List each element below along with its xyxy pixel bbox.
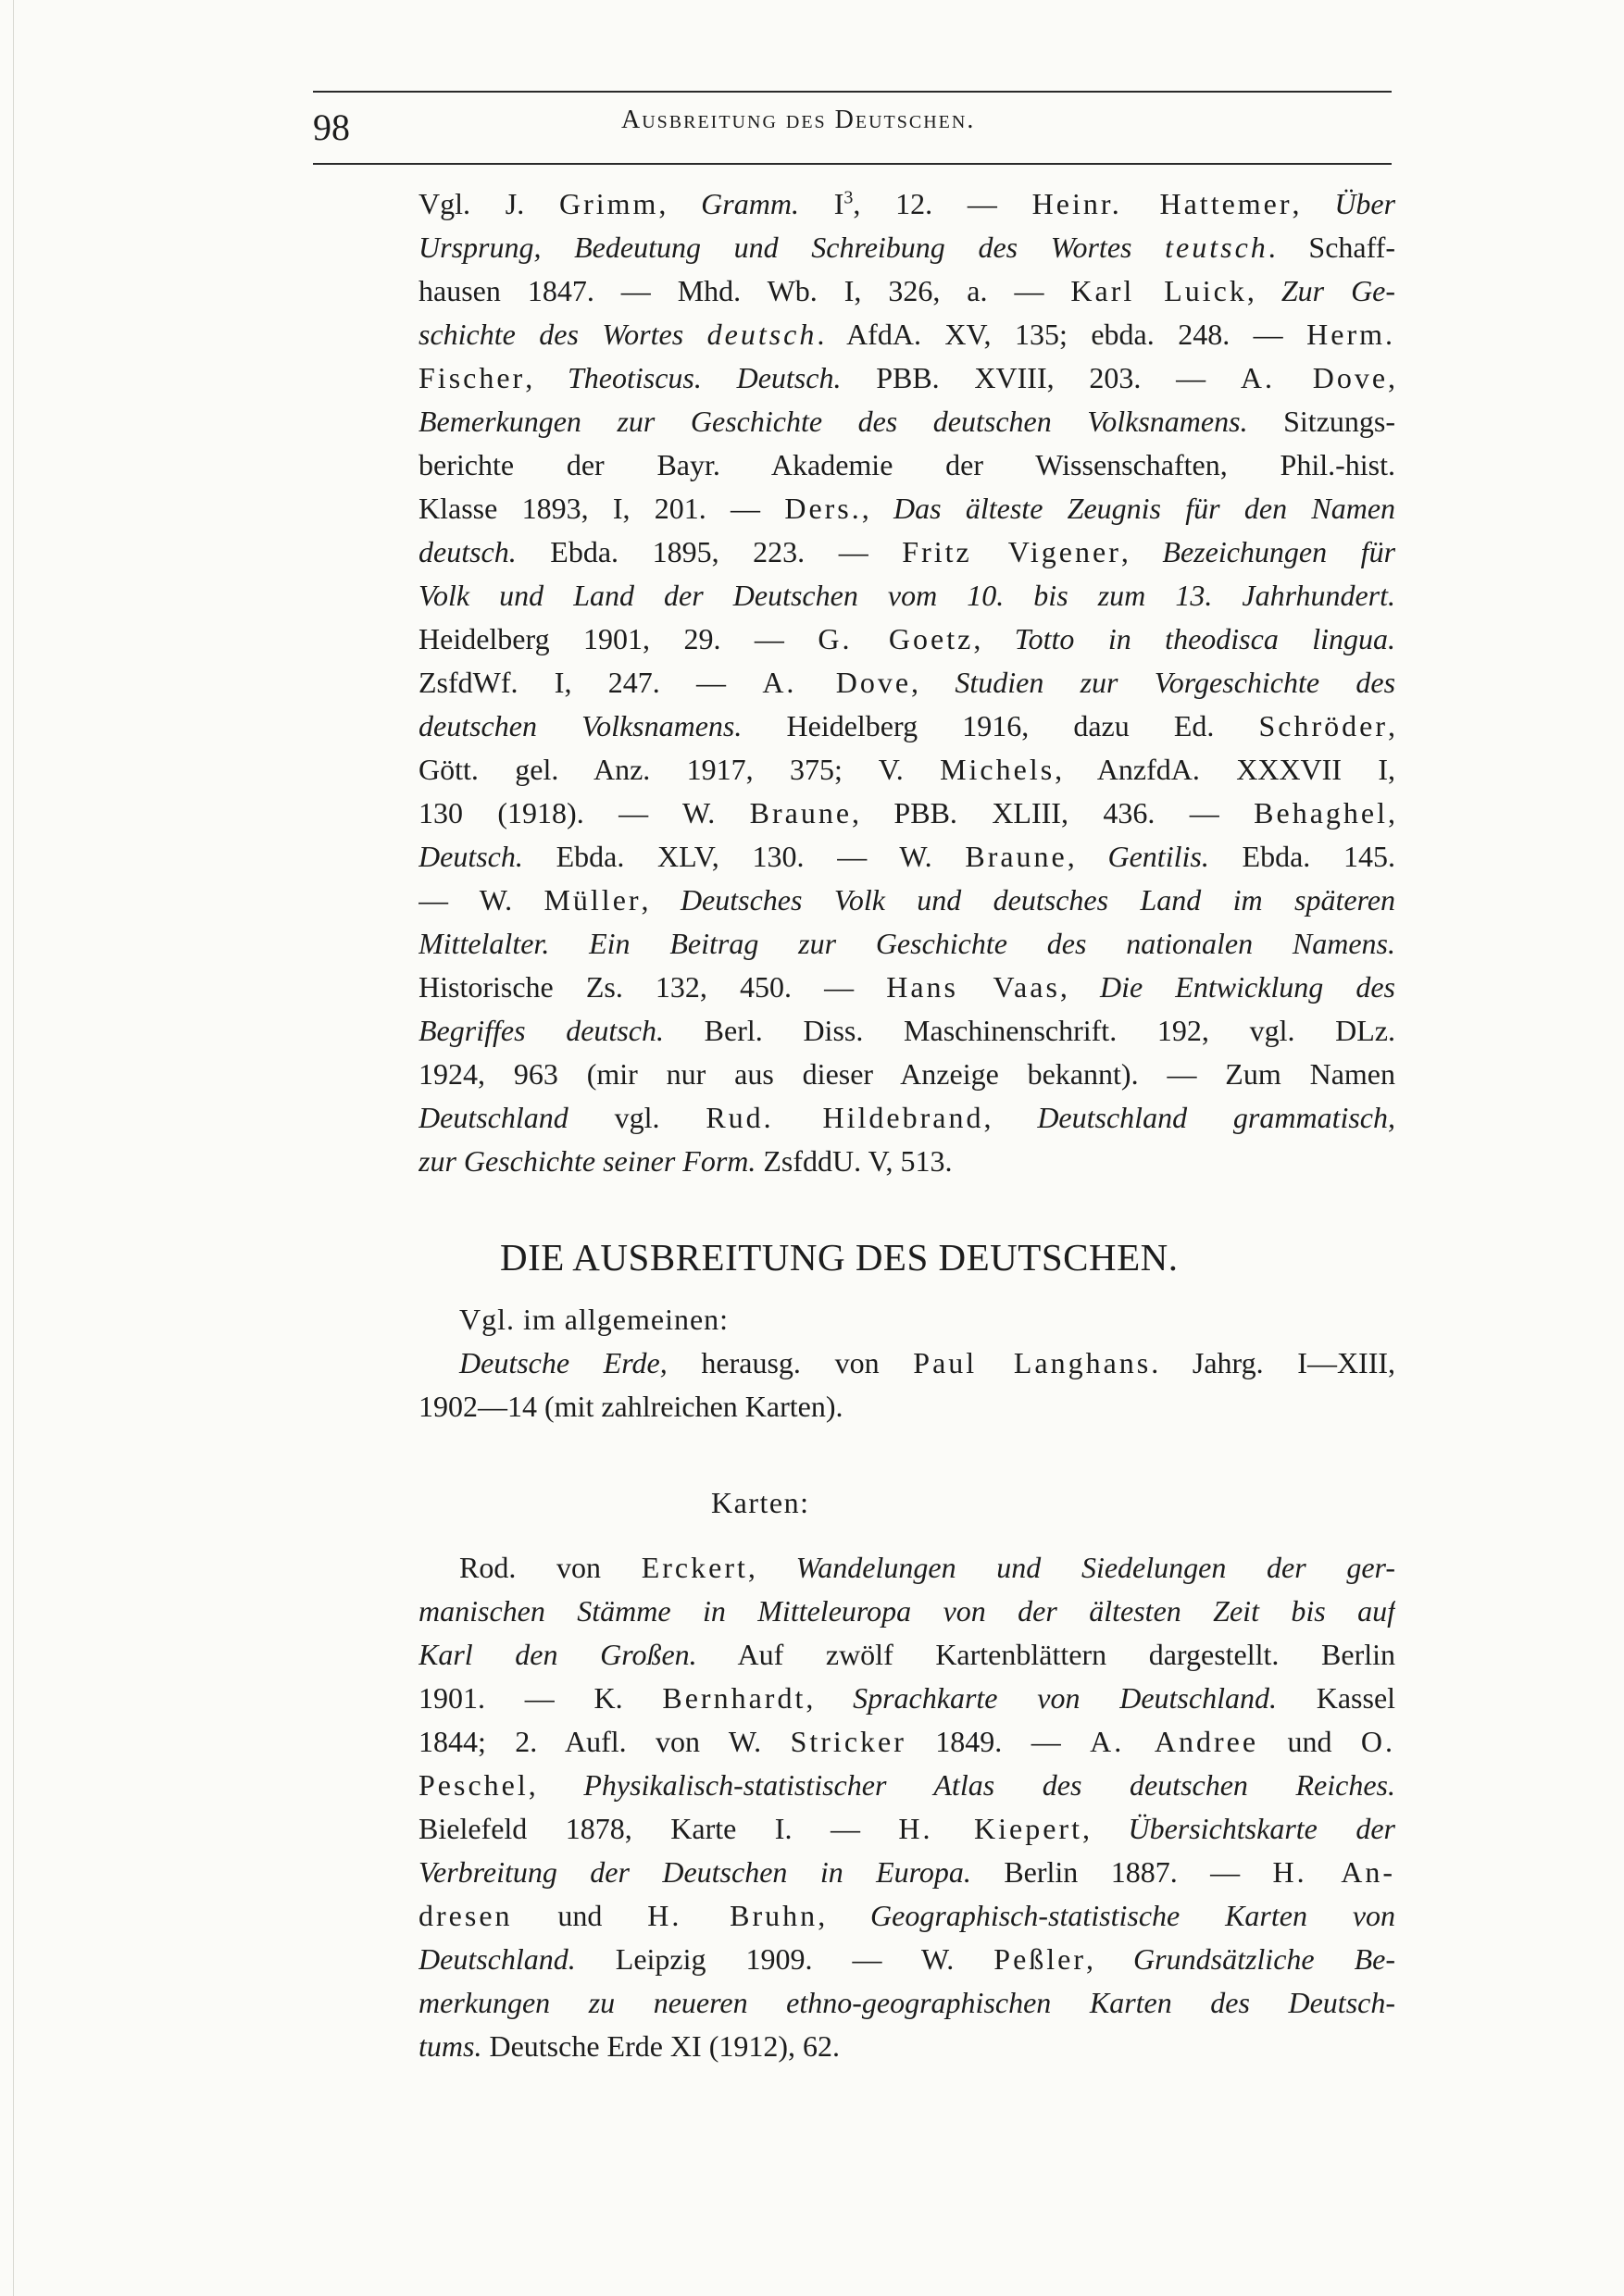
text-line [418,1720,1395,1764]
author-name: G. Goetz [818,622,974,655]
text-run: , [806,1681,854,1715]
author-name: Grimm [558,187,659,220]
intro-label-text: Vgl. im allgemeinen: [459,1303,730,1336]
author-name: O. [1360,1725,1395,1758]
intro-label [459,1298,1385,1341]
text-run: , [911,666,956,699]
text-run: , [658,187,702,220]
work-title: Sprachkarte von Deutschland. [853,1681,1277,1715]
text-run: Gött. gel. Anz. 1917, 375; V. [418,753,941,786]
text-line [418,400,1395,443]
work-title: manischen Stämme in Mitteleuropa von der ältesten Zeit bis auf [418,1594,1395,1628]
text-run: Vgl. J. [418,187,559,220]
text-run: . Jahrg. I—XIII, [1151,1346,1395,1379]
work-title: Deutsches Volk und deutsches Land im späteren [680,883,1395,917]
text-run: 130 (1918). — W. [418,796,750,830]
text-line [418,922,1395,966]
text-run: , [525,361,568,394]
text-run: Ebda. XLV, 130. — W. [522,840,966,873]
work-title: Karl den Großen. [418,1638,697,1671]
text-run: Klasse 1893, I, 201. — [418,492,785,525]
text-run: , [747,1551,796,1584]
text-run: , [1388,361,1395,394]
work-title: Deutschland [418,1101,568,1134]
text-line [418,1677,1395,1720]
author-name: Bernhardt [662,1681,806,1715]
text-line [418,835,1395,879]
text-line [418,443,1395,487]
text-run: Auf zwölf Kartenblättern dargestellt. Berlin [696,1638,1395,1671]
text-run: , [1388,796,1395,830]
text-run: Historische Zs. 132, 450. — [418,970,887,1004]
text-run: , AnzfdA. XXXVII I, [1055,753,1395,786]
text-line [418,705,1395,748]
text-line [418,182,1395,226]
text-line [418,1546,1395,1590]
work-title: Über [1334,187,1395,220]
text-line [418,356,1395,400]
text-run: ZsfddU. V, 513. [756,1144,953,1178]
text-run: PBB. XVIII, 203. — [841,361,1241,394]
text-line [418,1053,1395,1096]
text-run: , [983,1101,1038,1134]
work-title: Geographisch-statistische Karten von [870,1899,1395,1932]
author-name: Müller [543,883,642,917]
text-line [418,1140,1395,1183]
text-run: Kassel [1276,1681,1395,1715]
text-line [418,879,1395,922]
text-run: I [798,187,844,220]
text-line [418,487,1395,530]
work-title: Gentilis. [1107,840,1209,873]
author-name: Fischer [418,361,526,394]
text-line [418,1633,1395,1677]
text-run: und [512,1899,648,1932]
text-line [418,1938,1395,1981]
maps-paragraph [418,1546,1395,2068]
work-title: Mittelalter. Ein Beitrag zur Geschichte des nationalen Namens. [418,927,1395,960]
work-title: Theotiscus. Deutsch. [567,361,842,394]
header-rule-top [313,91,1392,93]
text-run: , [818,1899,871,1932]
work-title: Deutsche Erde, [459,1346,668,1379]
text-run: 1901. — K. [418,1681,663,1715]
text-run: Ebda. 1895, 223. — [516,535,903,568]
text-line [418,966,1395,1009]
author-name: dresen [418,1899,513,1932]
text-line [418,1096,1395,1140]
author-name: H. An- [1272,1855,1395,1889]
text-line [418,530,1395,574]
work-title: Grundsätzliche Be- [1133,1942,1395,1976]
work-title: deutsch. [418,535,517,568]
author-name: Braune [749,796,853,830]
text-line [418,748,1395,792]
text-run: Bielefeld 1878, Karte I. — [418,1812,899,1845]
author-name: A. Dove [1240,361,1389,394]
header-rule-bottom [313,163,1392,165]
work-title: Übersichtskarte der [1128,1812,1395,1845]
text-run: , [1246,274,1281,307]
bibliography-paragraph [418,182,1395,1183]
intro-paragraph [418,1341,1395,1429]
text-line [418,1807,1395,1851]
text-line [418,1590,1395,1633]
text-run: , [1086,1942,1134,1976]
author-name: Schröder [1258,709,1389,742]
author-name: Behaghel [1254,796,1389,830]
text-run: . Schaff- [1268,231,1395,264]
text-run: , [1120,535,1163,568]
text-run: , [528,1768,584,1802]
text-run: Rod. von [459,1551,642,1584]
text-run: 1849. — [906,1725,1091,1758]
work-title: Bezeichungen für [1162,535,1395,568]
text-run: — W. [418,883,544,917]
text-run: . AfdA. XV, 135; ebda. 248. — [817,318,1307,351]
work-title: Begriffes deutsch. [418,1014,664,1047]
work-title: Gramm. [701,187,799,220]
work-title: Ursprung, Bedeutung und Schreibung des Wortes [418,231,1166,264]
author-name: Paul Langhans [913,1346,1152,1379]
text-run: Sitzungs- [1247,405,1395,438]
work-title: Totto in theodisca lingua. [1014,622,1395,655]
text-run: 1844; 2. Aufl. von W. [418,1725,791,1758]
text-line [418,1764,1395,1807]
text-line [418,1981,1395,2025]
author-name: Braune [965,840,1068,873]
work-title: Wandelungen und Siedelungen der ger- [795,1551,1395,1584]
text-line [418,661,1395,705]
work-title: Volk und Land der Deutschen vom 10. bis zum 13. Jahrhundert. [418,579,1395,612]
author-name: teutsch [1165,231,1268,264]
text-run: , [1292,187,1335,220]
author-name: Rud. Hildebrand [706,1101,984,1134]
text-line [418,1009,1395,1053]
text-run: Berl. Diss. Maschinenschrift. 192, vgl. DLz. [663,1014,1395,1047]
running-title: Ausbreitung des Deutschen. [621,106,976,134]
work-title: Studien zur Vorgeschichte des [955,666,1395,699]
work-title: merkungen zu neueren ethno-geographischen Karten des Deutsch- [418,1986,1395,2019]
text-run: herausg. von [667,1346,914,1379]
text-run: , [1081,1812,1129,1845]
superscript: 3 [843,187,854,208]
work-title: Deutschland grammatisch, [1037,1101,1395,1134]
author-name: Fritz Vigener [902,535,1121,568]
author-name: Heinr. Hattemer [1031,187,1293,220]
text-line [418,226,1395,269]
text-run: , PBB. XLIII, 436. — [852,796,1255,830]
text-run: , [641,883,681,917]
author-name: Hans Vaas [886,970,1060,1004]
work-title: Zur Ge- [1280,274,1395,307]
text-run: , [973,622,1015,655]
text-run: Leipzig 1909. — W. [575,1942,994,1976]
author-name: Karl Luick [1070,274,1247,307]
author-name: A. Andree [1090,1725,1259,1758]
text-line [418,2025,1395,2068]
text-run: , [1388,709,1395,742]
text-line [418,269,1395,313]
text-run: Heidelberg 1916, dazu Ed. [742,709,1259,742]
text-run: , 12. — [853,187,1032,220]
text-run: Ebda. 145. [1208,840,1395,873]
work-title: Das älteste Zeugnis für den Namen [893,492,1395,525]
text-run: Heidelberg 1901, 29. — [418,622,818,655]
work-title: Deutschland. [418,1942,576,1976]
text-run: 1902—14 (mit zahlreichen Karten). [418,1390,843,1423]
work-title: deutschen Volksnamens. [418,709,743,742]
author-name: deutsch [706,318,818,351]
page-number: 98 [313,106,350,148]
text-line [418,618,1395,661]
section-heading: DIE AUSBREITUNG DES DEUTSCHEN. [500,1236,1179,1279]
author-name: H. Bruhn [647,1899,818,1932]
text-run: Berlin 1887. — [970,1855,1273,1889]
author-name: H. Kiepert [898,1812,1082,1845]
author-name: A. Dove [762,666,912,699]
author-name: Herm. [1306,318,1395,351]
text-line [418,574,1395,618]
work-title: Deutsch. [418,840,523,873]
maps-heading: Karten: [711,1486,810,1519]
text-run: Deutsche Erde XI (1912), 62. [481,2029,840,2063]
text-line [418,1894,1395,1938]
author-name: Stricker [790,1725,906,1758]
text-line [418,1851,1395,1894]
author-name: Erckert [641,1551,748,1584]
text-run: und [1258,1725,1361,1758]
text-run: berichte der Bayr. Akademie der Wissenschaften, Phil.-hist. [418,448,1395,481]
text-run: , [1067,840,1108,873]
text-run: , [861,492,894,525]
work-title: schichte des Wortes [418,318,707,351]
author-name: Peßler [993,1942,1087,1976]
work-title: zur Geschichte seiner Form. [418,1144,756,1178]
running-head [313,91,1392,165]
text-run: hausen 1847. — Mhd. Wb. I, 326, a. — [418,274,1071,307]
scan-edge-line [13,0,14,2296]
text-run: ZsfdWf. I, 247. — [418,666,763,699]
author-name: Ders. [784,492,862,525]
work-title: Physikalisch-statistischer Atlas des deutschen Reiches. [583,1768,1395,1802]
text-line [418,313,1395,356]
text-line [418,1385,1395,1429]
work-title: tums. [418,2029,482,2063]
text-line [418,1341,1395,1385]
text-run: 1924, 963 (mir nur aus dieser Anzeige bekannt). — Zum Namen [418,1057,1395,1091]
text-run: vgl. [568,1101,706,1134]
text-run: , [1059,970,1100,1004]
work-title: Bemerkungen zur Geschichte des deutschen Volksnamens. [418,405,1248,438]
work-title: Die Entwicklung des [1100,970,1395,1004]
text-line [418,792,1395,835]
author-name: Peschel [418,1768,529,1802]
author-name: Michels [940,753,1056,786]
work-title: Verbreitung der Deutschen in Europa. [418,1855,971,1889]
